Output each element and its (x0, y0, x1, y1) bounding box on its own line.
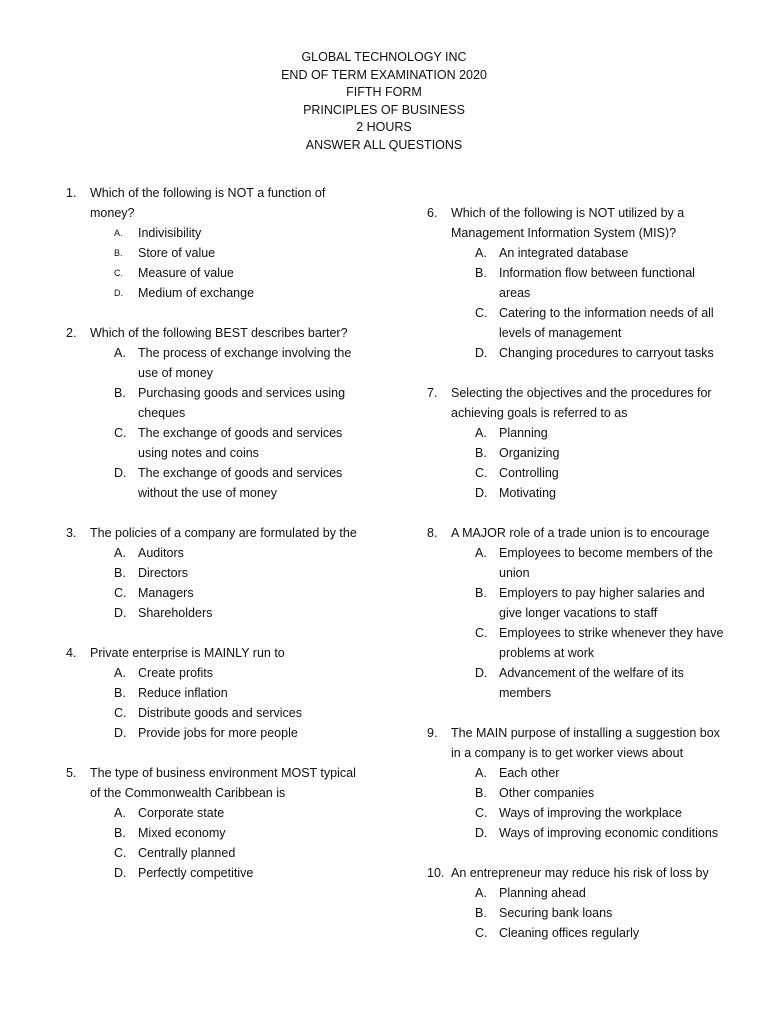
option-text: Employees to become members of the union (499, 546, 713, 580)
option-letter: C. (114, 706, 127, 720)
option-letter: D. (475, 346, 488, 360)
option-text: Each other (499, 766, 560, 780)
option-letter: D. (114, 466, 127, 480)
question-text: Private enterprise is MAINLY run to (90, 646, 285, 660)
option-text: Auditors (138, 546, 184, 560)
question-item (66, 323, 366, 503)
option-text: Medium of exchange (138, 286, 255, 300)
option-letter: A. (475, 766, 487, 780)
option-letter: A. (114, 666, 126, 680)
right-question-column (427, 203, 727, 963)
question-item (66, 643, 366, 743)
option-text: Shareholders (138, 606, 213, 620)
option-letter: D. (114, 606, 127, 620)
answer-option (114, 723, 366, 743)
option-letter: D. (475, 826, 488, 840)
option-letter: B. (475, 906, 487, 920)
option-letter: C. (475, 306, 488, 320)
option-letter: B. (114, 686, 126, 700)
option-text: Distribute goods and services (138, 706, 302, 720)
question-number: 2. (66, 326, 77, 340)
question-item (66, 523, 366, 623)
answer-option (475, 763, 727, 783)
option-text: Employees to strike whenever they have problems at work (499, 626, 724, 660)
question-number: 1. (66, 186, 77, 200)
answer-option (114, 283, 366, 303)
answer-option (475, 543, 727, 583)
exam-title: END OF TERM EXAMINATION 2020 (281, 67, 487, 82)
question-item (66, 763, 366, 883)
answer-option (114, 243, 366, 263)
question-text: Selecting the objectives and the procedures for achieving goals is referred to as (451, 386, 712, 420)
option-text: Other companies (499, 786, 595, 800)
answer-option (114, 263, 366, 283)
answer-option (114, 383, 366, 423)
option-text: Ways of improving the workplace (499, 806, 682, 820)
option-text: The exchange of goods and services using notes and coins (138, 426, 343, 460)
answer-option (475, 243, 727, 263)
option-text: Motivating (499, 486, 556, 500)
option-text: Managers (138, 586, 194, 600)
question-number: 8. (427, 526, 438, 540)
question-item (427, 383, 727, 503)
answer-option (114, 543, 366, 563)
answer-option (114, 223, 366, 243)
school-name: GLOBAL TECHNOLOGY INC (301, 50, 467, 64)
answer-option (475, 263, 727, 303)
answer-options (427, 543, 727, 703)
option-letter: C. (475, 466, 488, 480)
option-letter: A. (475, 246, 487, 260)
answer-option (114, 603, 366, 623)
option-letter: A. (114, 806, 126, 820)
answer-option (114, 583, 366, 603)
option-text: Store of value (138, 246, 216, 260)
answer-option (114, 343, 366, 383)
option-letter: C. (114, 268, 123, 278)
option-text: Ways of improving economic conditions (499, 826, 719, 840)
answer-options (427, 883, 727, 943)
option-letter: B. (475, 586, 487, 600)
question-number: 7. (427, 386, 438, 400)
option-text: Directors (138, 566, 189, 580)
answer-option (475, 583, 727, 623)
option-letter: B. (114, 248, 123, 258)
option-text: Cleaning offices regularly (499, 926, 640, 940)
option-letter: B. (475, 266, 487, 280)
option-letter: C. (114, 586, 127, 600)
option-letter: A. (475, 886, 487, 900)
option-letter: D. (114, 726, 127, 740)
option-text: Create profits (138, 666, 214, 680)
option-text: Planning ahead (499, 886, 586, 900)
option-text: Advancement of the welfare of its members (499, 666, 684, 700)
answer-option (114, 463, 366, 503)
answer-option (475, 483, 727, 503)
answer-options (66, 543, 366, 623)
option-letter: C. (475, 806, 488, 820)
answer-option (475, 423, 727, 443)
question-number: 10. (427, 866, 445, 880)
option-text: Measure of value (138, 266, 234, 280)
option-text: Planning (499, 426, 548, 440)
form-level: FIFTH FORM (346, 85, 422, 99)
option-letter: B. (114, 386, 126, 400)
option-letter: A. (475, 426, 487, 440)
option-letter: D. (475, 666, 488, 680)
answer-options (66, 343, 366, 503)
question-item (427, 203, 727, 363)
question-number: 3. (66, 526, 77, 540)
question-text: Which of the following BEST describes barter? (90, 326, 348, 340)
answer-options (66, 803, 366, 883)
exam-duration: 2 HOURS (356, 120, 412, 134)
option-letter: C. (475, 926, 488, 940)
question-text: A MAJOR role of a trade union is to encourage (451, 526, 710, 540)
option-text: Provide jobs for more people (138, 726, 298, 740)
question-text: The policies of a company are formulated by the (90, 526, 357, 540)
question-item (427, 863, 727, 943)
answer-option (475, 463, 727, 483)
question-number: 9. (427, 726, 438, 740)
option-text: Information flow between functional areas (499, 266, 695, 300)
option-text: Catering to the information needs of all levels of management (499, 306, 714, 340)
answer-option (114, 683, 366, 703)
option-letter: A. (114, 228, 123, 238)
option-letter: A. (114, 546, 126, 560)
option-text: Employers to pay higher salaries and give longer vacations to staff (499, 586, 705, 620)
option-text: Changing procedures to carryout tasks (499, 346, 714, 360)
option-letter: C. (114, 426, 127, 440)
option-text: The exchange of goods and services without the use of money (138, 466, 343, 500)
answer-option (114, 423, 366, 463)
answer-option (475, 783, 727, 803)
option-letter: C. (114, 846, 127, 860)
question-text: Which of the following is NOT a function of money? (90, 186, 326, 220)
answer-option (475, 883, 727, 903)
answer-option (114, 663, 366, 683)
answer-option (475, 803, 727, 823)
option-text: Indivisibility (138, 226, 202, 240)
question-item (427, 523, 727, 703)
question-text: An entrepreneur may reduce his risk of loss by (451, 866, 709, 880)
answer-option (475, 623, 727, 663)
option-text: Purchasing goods and services using cheques (138, 386, 346, 420)
question-number: 4. (66, 646, 77, 660)
answer-options (427, 763, 727, 843)
option-text: An integrated database (499, 246, 629, 260)
option-text: Organizing (499, 446, 560, 460)
answer-option (114, 823, 366, 843)
answer-option (475, 343, 727, 363)
answer-option (475, 903, 727, 923)
option-text: Corporate state (138, 806, 225, 820)
option-text: Reduce inflation (138, 686, 228, 700)
answer-option (114, 703, 366, 723)
option-letter: A. (475, 546, 487, 560)
option-letter: B. (475, 786, 487, 800)
answer-options (427, 423, 727, 503)
option-letter: B. (475, 446, 487, 460)
question-number: 5. (66, 766, 77, 780)
answer-option (114, 843, 366, 863)
answer-options (66, 223, 366, 303)
exam-instructions: ANSWER ALL QUESTIONS (305, 137, 463, 152)
answer-option (114, 563, 366, 583)
option-text: Controlling (499, 466, 559, 480)
answer-option (114, 803, 366, 823)
answer-option (475, 443, 727, 463)
answer-option (475, 923, 727, 943)
answer-options (66, 663, 366, 743)
question-text: Which of the following is NOT utilized by a Management Information System (MIS)? (451, 206, 685, 240)
option-text: Mixed economy (138, 826, 226, 840)
left-question-column (66, 183, 366, 903)
option-text: Centrally planned (138, 846, 236, 860)
question-item (66, 183, 366, 303)
question-text: The MAIN purpose of installing a suggestion box in a company is to get worker views about (451, 726, 720, 760)
answer-option (475, 823, 727, 843)
option-letter: C. (475, 626, 488, 640)
option-text: The process of exchange involving the use of money (138, 346, 352, 380)
question-item (427, 723, 727, 843)
answer-options (427, 243, 727, 363)
option-letter: A. (114, 346, 126, 360)
answer-option (475, 303, 727, 343)
answer-option (114, 863, 366, 883)
answer-option (475, 663, 727, 703)
option-letter: D. (475, 486, 488, 500)
question-text: The type of business environment MOST typical of the Commonwealth Caribbean is (90, 766, 356, 800)
option-letter: B. (114, 566, 126, 580)
option-letter: D. (114, 288, 123, 298)
option-text: Perfectly competitive (138, 866, 254, 880)
option-letter: B. (114, 826, 126, 840)
option-letter: D. (114, 866, 127, 880)
option-text: Securing bank loans (499, 906, 613, 920)
subject-name: PRINCIPLES OF BUSINESS (303, 102, 465, 117)
question-number: 6. (427, 206, 438, 220)
exam-header (0, 49, 768, 154)
